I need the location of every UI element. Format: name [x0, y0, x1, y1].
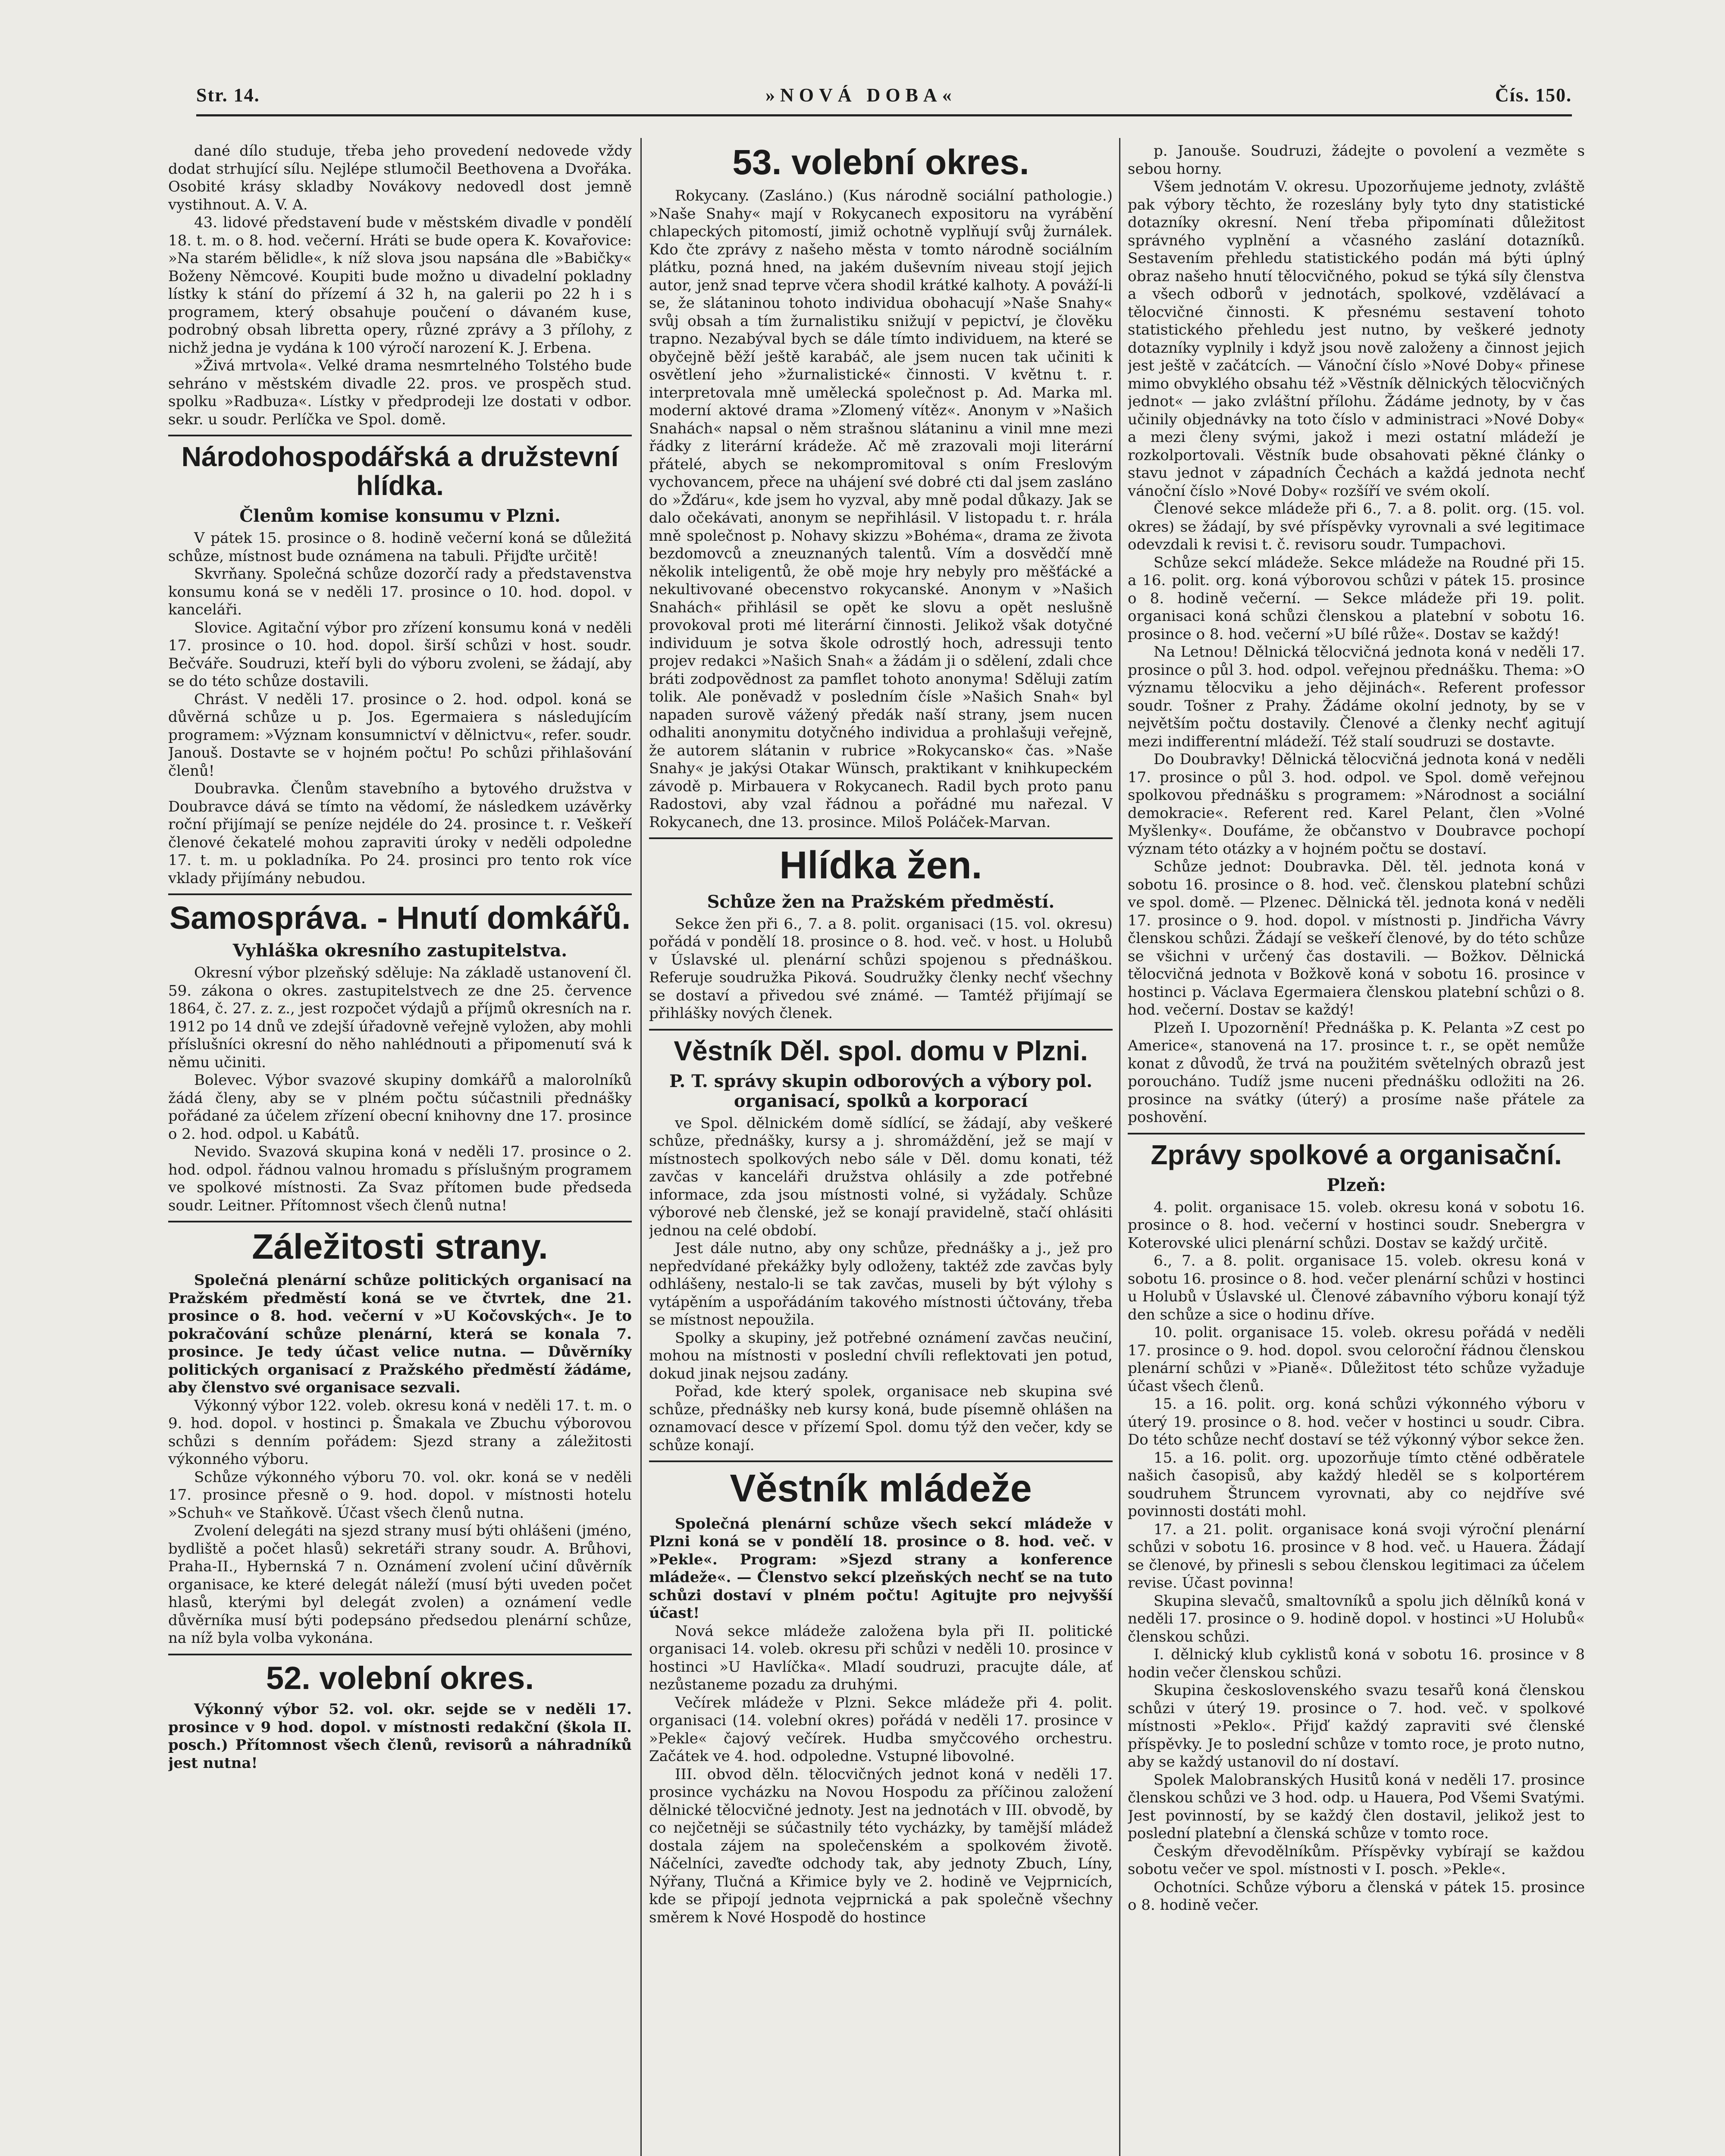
article-paragraph: Večírek mládeže v Plzni. Sekce mládeže při 4. polit. organisaci (14. volební okres) pořádá v neděli 17. prosince v »Pekle« čajový večírek. Hudba smyčcového orchestru. Začátek ve 4. hod. odpoledne. Vstupné libovolné.	[649, 1694, 1113, 1765]
section-district-53	[649, 144, 1113, 831]
article-paragraph: Bolevec. Výbor svazové skupiny domkářů a malorolníků žádá členy, aby se v plném počtu súčastnili přednášky pořádané za účelem zřízení obecní knihovny dne 17. prosince o 2. hod. odpol. u Kabátů.	[168, 1072, 632, 1143]
section-club-news	[1128, 1133, 1585, 1915]
article-paragraph: Českým dřevodělníkům. Příspěvky vybírají se každou sobotu večer ve spol. místnosti v I. posch. »Pekle«.	[1128, 1843, 1585, 1878]
section-title: Záležitosti strany.	[252, 1227, 548, 1267]
article-paragraph: Zvolení delegáti na sjezd strany musí býti ohlášeni (jméno, bydliště a počet hlasů) sekretáři strany soudr. A. Brůhovi, Praha-II., Hybernská 7 n. Oznámení zvolení učiní důvěrník organisace, ke které delegát náleží (musí býti uveden počet hlasů, kterými byl delegát zvolen) a oznámení vedle důvěrníka musí býti podepsáno předsedou plenární schůze, na níž byla volba vykonána.	[168, 1522, 632, 1647]
section-title: 53. volební okres.	[732, 143, 1029, 182]
section-economy	[168, 435, 632, 887]
article-paragraph: Schůze výkonného výboru 70. vol. okr. koná se v neděli 17. prosince přesně o 9. hod. dopol. v místnosti hotelu »Schuh« ve Staňkově. Účast všech členů nutna.	[168, 1468, 632, 1522]
article-paragraph: Plzeň I. Upozornění! Přednáška p. K. Pelanta »Z cest po Americe«, stanovená na 17. prosince t. r., se opět nemůže konat z důvodů, že trvá na použitém světelných obrazů jest poroucháno. Tudíž jsme nuceni přednášku odložiti na 26. prosince na svátky (úterý) a prosíme naše přátele za poshovění.	[1128, 1019, 1585, 1126]
article-paragraph: 43. lidové představení bude v městském divadle v pondělí 18. t. m. o 8. hod. večerní. Hráti se bude opera K. Kovařovice: »Na starém bělidle«, k níž slova jsou napsána dle »Babičky« Boženy Němcové. Koupiti bude možno u divadelní pokladny lístky k stání do přízemí á 32 h, na galerii po 22 h i s programem, který obsahuje poučení o dávaném kuse, podrobný obsah libretta opery, různé zprávy a 3 přílohy, z nichž jedna je vydána k 100 výročí narození K. J. Erbena.	[168, 214, 632, 357]
article-paragraph: Výkonný výbor 52. vol. okr. sejde se v neděli 17. prosince v 9 hod. dopol. v místnosti redakční (škola II. posch.) Přítomnost všech členů, revisorů a náhradníků jest nutna!	[168, 1701, 632, 1772]
newspaper-title: »NOVÁ DOBA«	[765, 85, 957, 106]
article-paragraph: 15. a 16. polit. org. upozorňuje tímto ctěné odběratele našich časopisů, aby každý hleděl se s kolportérem soudruhem Štruncem vyrovnati, aby co nejdříve své povinnosti dostáti mohl.	[1128, 1449, 1585, 1520]
article-paragraph: Schůze sekcí mládeže. Sekce mládeže na Roudné při 15. a 16. polit. org. koná výborovou schůzi v pátek 15. prosince o 8. hodině večerní. — Sekce mládeže při 19. polit. organisaci koná schůzi členskou a platební v sobotu 16. prosince o 8. hod. večerní »U bílé růže«. Dostav se každý!	[1128, 554, 1585, 643]
section-lead: Vyhláška okresního zastupitelstva.	[232, 940, 568, 961]
article-paragraph: 15. a 16. polit. org. koná schůzi výkonného výboru v úterý 19. prosince o 8. hod. večer v hostinci u soudr. Cibra. Do této schůze nechť dostaví se též výkonný výbor sekce žen.	[1128, 1395, 1585, 1449]
section-lead: Schůze žen na Pražském předměstí.	[707, 891, 1055, 912]
article-paragraph: dané dílo studuje, třeba jeho provedení nedovede vždy dodat strhující sílu. Nejlépe stlumočil Beethovena a Dvořáka. Osobité krásy skladby Novákovy nedovedl dost jemně vystihnout. A. V. A.	[168, 142, 632, 213]
section-title: Zprávy spolkové a organisační.	[1151, 1139, 1562, 1170]
article-paragraph: 6., 7. a 8. polit. organisace 15. voleb. okresu koná v sobotu 16. prosince o 8. hod. večer plenární schůzi v hostinci u Holubů v Úslavské ul. Členové zábavního výboru konají týž den schůze a sice o hodinu dříve.	[1128, 1252, 1585, 1323]
article-paragraph: Výkonný výbor 122. voleb. okresu koná v neděli 17. t. m. o 9. hod. dopol. v hostinci p. Šmakala ve Zbuchu výborovou schůzi s denním pořádem: Sjezd strany a záležitosti výkonného výboru.	[168, 1397, 632, 1468]
column-3	[1128, 142, 1585, 2156]
article-paragraph: Nevido. Svazová skupina koná v neděli 17. prosince o 2. hod. odpol. řádnou valnou hromadu s příslušným programem ve spolkové místnosti. Za Svaz přítomen bude předseda soudr. Leitner. Přítomnost všech členů nutna!	[168, 1143, 632, 1214]
article-paragraph: Jest dále nutno, aby ony schůze, přednášky a j., jež pro nepředvídané překážky byly odloženy, taktéž zde zavčas byly odhlášeny, nestalo-li se tak zavčas, museli by být výlohy s vytápěním a uspořádáním takového místnosti účtovány, třeba se místnost nepoužila.	[649, 1240, 1113, 1329]
article-paragraph: ve Spol. dělnickém domě sídlící, se žádají, aby veškeré schůze, přednášky, kursy a j. shromáždění, jež se mají v místnostech spolkových nebo sále v Děl. domu konati, též zavčas v kanceláři družstva ohlásily a zde potřebné informace, zda jsou místnosti volné, si vyžádaly. Schůze výborové neb členské, jež se konají pravidelně, stačí ohlásiti jednou na celé období.	[649, 1114, 1113, 1239]
section-workers-house	[649, 1029, 1113, 1455]
section-party-affairs	[168, 1221, 632, 1648]
section-womens-watch	[649, 837, 1113, 1023]
page-header	[196, 84, 1572, 116]
article-paragraph: Skvrňany. Společná schůze dozorčí rady a představenstva konsumu koná se v neděli 17. prosince o 10. hod. dopol. v kanceláři.	[168, 565, 632, 619]
article-paragraph: Pořad, kde který spolek, organisace neb skupina své schůze, přednášky neb kursy koná, bude písemně ohlášen na oznamovací desce v přízemí Spol. domu týž den večer, kdy se schůze konají.	[649, 1383, 1113, 1454]
article-paragraph: Spolky a skupiny, jež potřebné oznámení zavčas neučiní, mohou na místnosti v poslední chvíli reflektovati jen potud, dokud jinak nejsou zadány.	[649, 1329, 1113, 1382]
article-paragraph: Okresní výbor plzeňský sděluje: Na základě ustanovení čl. 59. zákona o okres. zastupitelstvech ze dne 25. července 1864, č. 27. z. z., jest rozpočet výdajů a příjmů okresních na r. 1912 po 14 dnů ve zdejší úřadovně veřejně vyložen, aby mohli příslušníci okresní do něho nahlédnouti a připomenutí svá k němu učiniti.	[168, 964, 632, 1071]
page-number: Str. 14.	[196, 85, 260, 106]
article-paragraph: Do Doubravky! Dělnická tělocvičná jednota koná v neděli 17. prosince o půl 3. hod. odpol. ve Spol. domě veřejnou spolkovou přednášku s programem: »Národnost a sociální demokracie«. Referent red. Karel Pelant, člen »Volné Myšlenky«. Doufáme, že občanstvo v Doubravce pochopí význam této otázky a v hojném počtu se dostaví.	[1128, 751, 1585, 858]
article-paragraph: III. obvod děln. tělocvičných jednot koná v neděli 17. prosince vycházku na Novou Hospodu za příčinou založení dělnické tělocvičné jednoty. Jest na jednotách v III. obvodě, by co nejčetněji se súčastnily této vycházky, by tamější mládež dostala zájem na společenském a spolkovém životě. Náčelníci, zaveďte odchody tak, aby jednoty Zbuch, Líny, Nýřany, Tlučná a Křimice byly ve 2. hodině ve Vejprnicích, kde se připojí jednota vejprnická a pak společně všechny směrem k Nové Hospodě do hostince	[649, 1765, 1113, 1926]
issue-number: Čís. 150.	[1495, 85, 1572, 106]
section-title: Hlídka žen.	[779, 844, 982, 887]
section-title: Národohospodářská a družstevní hlídka.	[181, 441, 619, 501]
section-lead: Plzeň:	[1327, 1175, 1386, 1195]
article-paragraph: Slovice. Agitační výbor pro zřízení konsumu koná v neděli 17. prosince o 10. hod. dopol. širší schůzi v host. soudr. Bečváře. Soudruzi, kteří byli do výboru zvoleni, se žádají, aby se do této schůze dostavili.	[168, 619, 632, 690]
section-title: 52. volební okres.	[266, 1660, 534, 1696]
article-paragraph: V pátek 15. prosince o 8. hodině večerní koná se důležitá schůze, místnost bude oznámena na tabuli. Přijďte určitě!	[168, 530, 632, 565]
article-paragraph: Členové sekce mládeže při 6., 7. a 8. polit. org. (15. vol. okres) se žádají, by své příspěvky vyrovnali a své legitimace odevzdali k revisi t. č. revisoru soudr. Tumpachovi.	[1128, 500, 1585, 553]
article-paragraph: Doubravka. Členům stavebního a bytového družstva v Doubravce dává se tímto na vědomí, že následkem uzávěrky roční přijímají se peníze nejdéle do 24. prosince t. r. Veškeří členové čekatelé mohou zapraviti úroky v neděli odpoledne 17. t. m. u pokladníka. Po 24. prosinci pro tento rok více vklady přijímány nebudou.	[168, 780, 632, 887]
section-youth-bulletin	[649, 1460, 1113, 1927]
article-paragraph: Na Letnou! Dělnická tělocvičná jednota koná v neděli 17. prosince o půl 3. hod. odpol. veřejnou přednášku. Thema: »O významu tělocviku a jeho dějinách«. Referent professor soudr. Tošner z Prahy. Žádáme okolní jednoty, by se v největším počtu dostavily. Členové a členky nechť agitují mezi indifferentní mládeží. Též stalí soudruzi se dostavte.	[1128, 643, 1585, 750]
column-2	[649, 142, 1113, 2156]
article-paragraph: Společná plenární schůze všech sekcí mládeže v Plzni koná se v pondělí 18. prosince o 8. hod. več. v »Pekle«. Program: »Sjezd strany a konference mládeže«. — Členstvo sekcí plzeňských nechť se na tuto schůzi dostaví v plném počtu! Agitujte pro nejvyšší účast!	[649, 1515, 1113, 1622]
article-paragraph: Ochotníci. Schůze výboru a členská v pátek 15. prosince o 8. hodině večer.	[1128, 1878, 1585, 1914]
section-title: Věstník Děl. spol. domu v Plzni.	[674, 1035, 1088, 1066]
section-title: Věstník mládeže	[730, 1467, 1032, 1510]
article-paragraph: I. dělnický klub cyklistů koná v sobotu 16. prosince v 8 hodin večer členskou schůzi.	[1128, 1646, 1585, 1681]
section-self-government	[168, 893, 632, 1215]
article-paragraph: Skupina československého svazu tesařů koná členskou schůzi v úterý 19. prosince o 7. hod. več. v spolkové místnosti »Peklo«. Přijď každý zapraviti své členské příspěvky. Je to poslední schůze v tomto roce, je proto nutno, aby se každý ustanovil do ní dostaví.	[1128, 1682, 1585, 1771]
article-paragraph: p. Janouše. Soudruzi, žádejte o povolení a vezměte s sebou horny.	[1128, 142, 1585, 178]
article-paragraph: Skupina slevačů, smaltovníků a spolu jich dělníků koná v neděli 17. prosince o 9. hodině dopol. v hostinci »U Holubů« členskou schůzi.	[1128, 1592, 1585, 1645]
article-paragraph: 17. a 21. polit. organisace koná svoji výroční plenární schůzi v sobotu 16. prosince v 8 hod. več. u Hauera. Žádají se členové, by přinesli s sebou členskou legitimaci za účelem revise. Účast povinna!	[1128, 1520, 1585, 1592]
section-lead: P. T. správy skupin odborových a výbory pol. organisací, spolků a korporací	[669, 1071, 1093, 1111]
article-paragraph: »Živá mrtvola«. Velké drama nesmrtelného Tolstého bude sehráno v městském divadle 22. pros. ve prospěch stud. spolku »Radbuza«. Lístky v předprodeji lze dostati v odbor. sekr. u soudr. Perlíčka ve Spol. domě.	[168, 357, 632, 428]
article-paragraph: Spolek Malobranských Husitů koná v neděli 17. prosince členskou schůzi ve 3 hod. odp. u Hauera, Pod Všemi Svatými. Jest povinností, by se každý člen dostavil, jelikož jest to poslední platební a členská schůze v tomto roce.	[1128, 1771, 1585, 1843]
article-paragraph: Rokycany. (Zasláno.) (Kus národně sociální pathologie.) »Naše Snahy« mají v Rokycanech expositoru na vyrábění chlapeckých pitomostí, jimiž ochotně vyplňují svůj žurnálek. Kdo čte zprávy z našeho města v tomto národně sociálním plátku, pozná hned, na jakém duševním niveau stojí jejich autor, jenž snad teprve včera shodil krátké kalhoty. A pováží-li se, že slátaninou tohoto individua obohacují »Naše Snahy« svůj obsah a tím žurnalistiku snižují v pepictví, je člověku trapno. Nezabýval bych se dále tímto individuem, na které se obyčejně běží ještě karabáč, ale jsem nucen tak učiniti k osvětlení jeho »žurnalistické« činnosti. V květnu t. r. interpretovala mně umělecká společnost p. Ad. Marka ml. moderní aktové drama »Zlomený vítěz«. Anonym v »Našich Snahách« napsal o něm strašnou slátaninu a vinil mne mezi řádky z literární krádeže. Ač mě zrazovali moji literární přátelé, abych se nekompromitoval s oním Freslovým vychovancem, přece na uhájení své dobré cti dal jsem zasláno do »Žďáru«, kde jsem ho vyzval, aby mně podal důkazy. Jak se dalo očekávati, anonym se nepřihlásil. V listopadu t. r. hrála mně společnost p. Nohavy skizzu »Bohéma«, drama ze života bezdomovců a zneuznaných talentů. Vím a dosvědčí mně několik inteligentů, že obě moje hry nebyly pro měšťácké a nekultivované obecenstvo rokycanské. Anonym v »Našich Snahách« přihlásil se opět ke slovu a opět neslušně provokoval proti mé literární činnosti. Jelikož však dotyčné individuum je sotva škole odrostlý hoch, adressuji tento projev redakci »Našich Snah« a žádám ji o sdělení, zdali chce bráti zodpovědnost za pamflet tohoto anonyma! Sděluji zatím tolik. Ale poněvadž v posledním čísle »Našich Snah« byl napaden surově vážený předák naší strany, jsem nucen odhaliti anonymitu dotyčného individua a prohlašuji veřejně, že autorem slátanin v rubrice »Rokycansko« čas. »Naše Snahy« je jakýsi Otakar Wünsch, praktikant v knihkupeckém závodě p. Mirbauera v Rokycanech. Radil bych proto panu Radostovi, aby vzal řádnou a pořádné mu nařezal. V Rokycanech, dne 13. prosince. Miloš Poláček-Marvan.	[649, 187, 1113, 831]
column-1	[168, 142, 632, 2156]
section-lead: Členům komise konsumu v Plzni.	[239, 506, 561, 526]
article-paragraph: Všem jednotám V. okresu. Upozorňujeme jednoty, zvláště pak výbory těchto, že rozeslány byly tyto dny statistické dotazníky okresní. Není třeba připomínati důležitost správného vyplnění a včasného zaslání dotazníků. Sestavením přehledu statistického podán má býti úplný obraz našeho hnutí tělocvičného, pokud se týká síly členstva a všech odborů v jednotách, spolkové, vzdělávací a tělocvičné činnosti. K přesnému sestavení tohoto statistického přehledu jest nutno, by veškeré jednoty dotazníky vyplnily i když jsou nově založeny a činnost jejich jest ještě v začátcích. — Vánoční číslo »Nové Doby« přinese mimo obvyklého obsahu též »Věstník dělnických tělocvičných jednot« — jako zvláštní přílohu. Žádáme jednoty, by v čas učinily objednávky na toto číslo v administraci »Nové Doby« a mezi členy svými, jakož i mezi ostatní mládeží je rozkolportovali. Věstník bude obsahovati pěkné články o stavu jednot v západních Čechách a každá jednota nechť vánoční číslo »Nové Doby« rozšíří ve svém okolí.	[1128, 178, 1585, 500]
article-paragraph: 4. polit. organisace 15. voleb. okresu koná v sobotu 16. prosince o 8. hod. večerní v hostinci soudr. Snebergra v Koterovské ulici plenární schůzi. Dostav se každý určitě.	[1128, 1198, 1585, 1252]
section-title: Samospráva. - Hnutí domkářů.	[169, 900, 631, 936]
article-paragraph: Nová sekce mládeže založena byla při II. politické organisaci 14. voleb. okresu při schůzi v neděli 10. prosince v hostinci »U Havlíčka«. Mladí soudruzi, pracujte dále, ať nezůstaneme pozadu za druhými.	[649, 1622, 1113, 1694]
article-paragraph: Sekce žen při 6., 7. a 8. polit. organisaci (15. vol. okresu) pořádá v pondělí 18. prosince o 8. hod. več. v host. u Holubů v Úslavské ul. plenární schůzi spojenou s přednáškou. Referuje soudružka Piková. Soudružky členky nechť všechny se dostaví a přivedou své známé. — Tamtéž přijímají se přihlášky nových členek.	[649, 915, 1113, 1022]
article-paragraph: Společná plenární schůze politických organisací na Pražském předměstí koná se ve čtvrtek, dne 21. prosince o 8. hod. večerní v »U Kočovských«. Je to pokračování schůze plenární, která se konala 7. prosince. Je tedy účast velice nutna. — Důvěrníky politických organisací z Pražského předměstí žádáme, aby členstvo své organisace sezvali.	[168, 1272, 632, 1397]
section-district-52	[168, 1654, 632, 1773]
column-divider	[640, 138, 642, 2156]
article-paragraph: Schůze jednot: Doubravka. Děl. těl. jednota koná v sobotu 16. prosince o 8. hod. več. členskou platební schůzi ve spol. domě. — Plzenec. Dělnická těl. jednota koná v neděli 17. prosince o 9. hod. dopol. v místnosti p. Jindřicha Vávry členskou schůzi. Žádají se veškeří členové, by do této schůze se všichni v určený čas dostavili. — Božkov. Dělnická tělocvičná jednota v Božkově koná v sobotu 16. prosince v hostinci p. Václava Egermaiera členskou platební schůzi o 8. hod. večerní. Dostav se každý!	[1128, 858, 1585, 1018]
article-paragraph: 10. polit. organisace 15. voleb. okresu pořádá v neděli 17. prosince o 9. hod. dopol. svou celoroční řádnou členskou plenární schůzi v »Pianě«. Důležitost této schůze vyžaduje účast všech členů.	[1128, 1324, 1585, 1395]
column-divider	[1119, 138, 1120, 2156]
article-paragraph: Chrást. V neděli 17. prosince o 2. hod. odpol. koná se důvěrná schůze u p. Jos. Egermaiera s následujícím programem: »Význam konsumnictví v dělnictvu«, refer. soudr. Janouš. Dostavte se v hojném počtu! Po schůzi přihlašování členů!	[168, 690, 632, 780]
